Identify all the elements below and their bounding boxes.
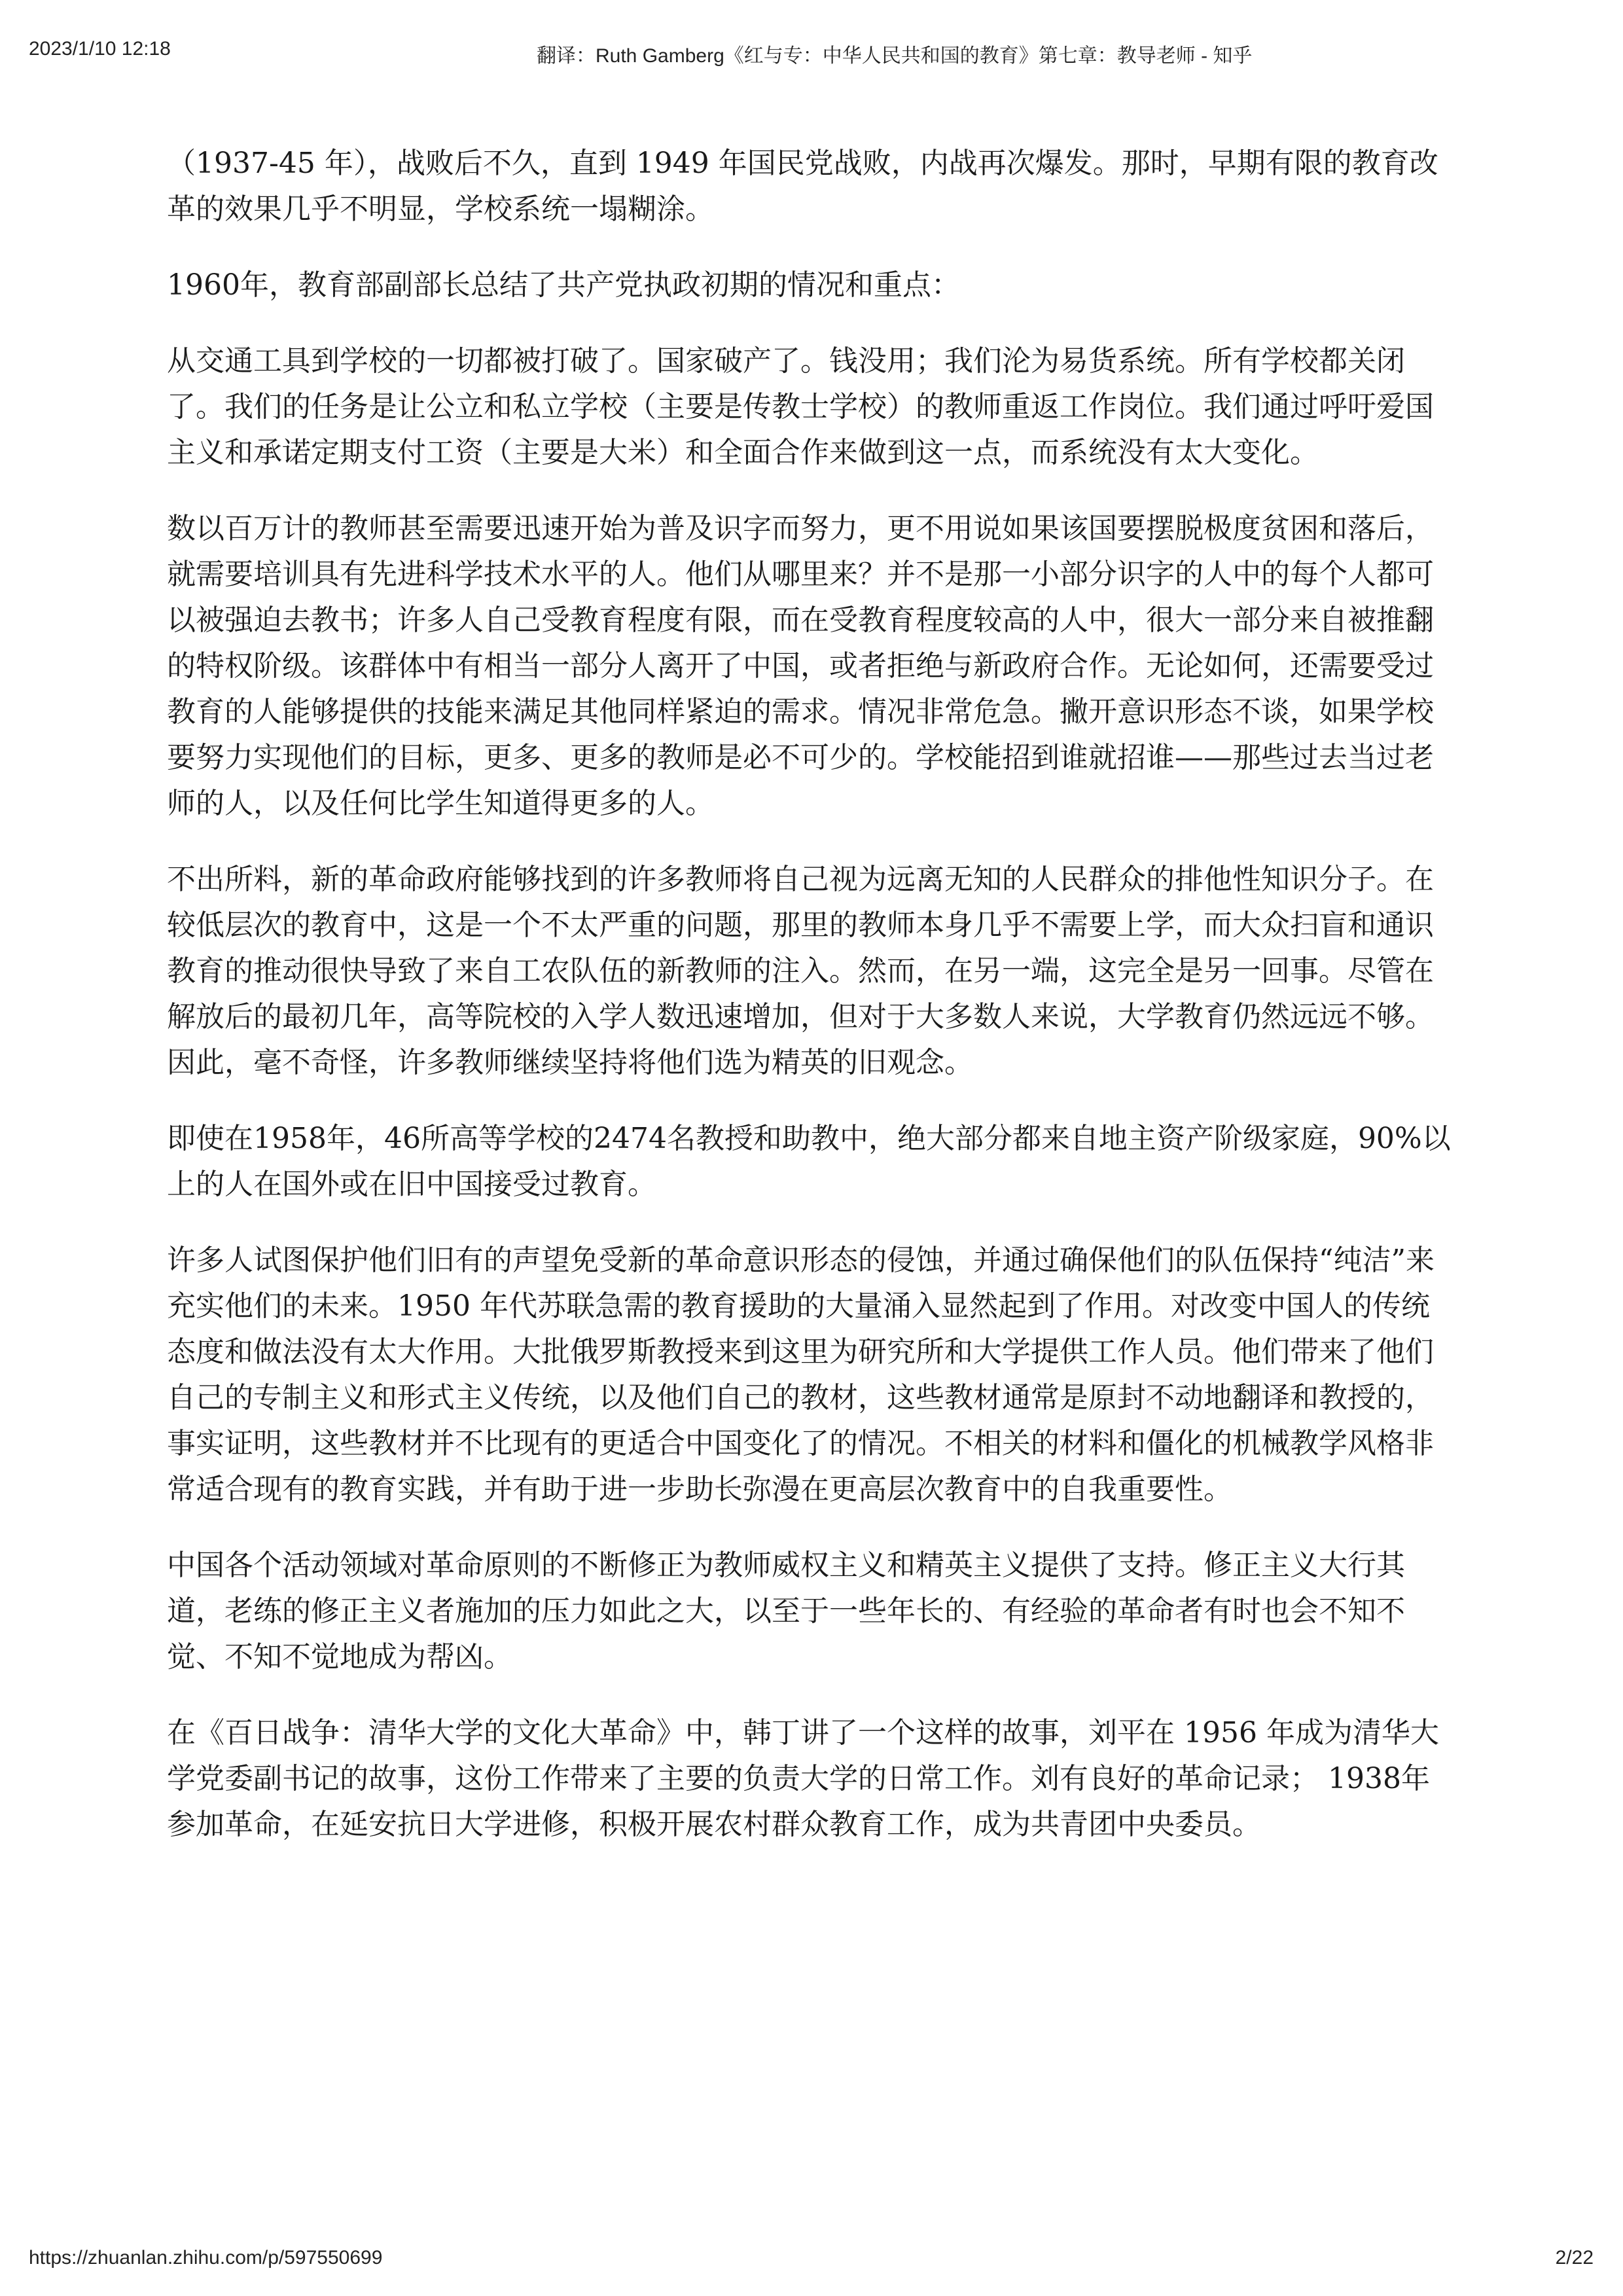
paragraph: 不出所料，新的革命政府能够找到的许多教师将自己视为远离无知的人民群众的排他性知识分子。在较低层次的教育中，这是一个不太严重的问题，那里的教师本身几乎不需要上学，而大众扫盲和通识教育的推动很快导致了来自工农队伍的新教师的注入。然而，在另一端，这完全是另一回事。尽管在解放后的最初几年，高等院校的入学人数迅速增加，但对于大多数人来说，大学教育仍然远远不够。因此，毫不奇怪，许多教师继续坚持将他们选为精英的旧观念。 <box>167 863 1434 1079</box>
paragraph: （1937-45 年），战败后不久，直到 1949 年国民党战败，内战再次爆发。那时，早期有限的教育改革的效果几乎不明显，学校系统一塌糊涂。 <box>167 147 1438 226</box>
article-body <box>167 141 1456 1878</box>
paragraph: 许多人试图保护他们旧有的声望免受新的革命意识形态的侵蚀，并通过确保他们的队伍保持“纯洁”来充实他们的未来。1950 年代苏联急需的教育援助的大量涌入显然起到了作用。对改变中国人的传统态度和做法没有太大作用。大批俄罗斯教授来到这里为研究所和大学提供工作人员。他们带来了他们自己的专制主义和形式主义传统，以及他们自己的教材，这些教材通常是原封不动地翻译和教授的，事实证明，这些教材并不比现有的更适合中国变化了的情况。不相关的材料和僵化的机械教学风格非常适合现有的教育实践，并有助于进一步助长弥漫在更高层次教育中的自我重要性。 <box>167 1244 1435 1506</box>
paragraph: 1960年，教育部副部长总结了共产党执政初期的情况和重点： <box>167 268 960 302</box>
print-header-title: 翻译：Ruth Gamberg《红与专：中华人民共和国的教育》第七章：教导老师 - 知乎 <box>537 45 1253 67</box>
print-footer-url[interactable]: https://zhuanlan.zhihu.com/p/597550699 <box>29 2247 383 2269</box>
print-footer-page-number: 2/22 <box>1555 2247 1594 2269</box>
paragraph: 数以百万计的教师甚至需要迅速开始为普及识字而努力，更不用说如果该国要摆脱极度贫困和落后，就需要培训具有先进科学技术水平的人。他们从哪里来？并不是那一小部分识字的人中的每个人都可以被强迫去教书；许多人自己受教育程度有限，而在受教育程度较高的人中，很大一部分来自被推翻的特权阶级。该群体中有相当一部分人离开了中国，或者拒绝与新政府合作。无论如何，还需要受过教育的人能够提供的技能来满足其他同样紧迫的需求。情况非常危急。撇开意识形态不谈，如果学校要努力实现他们的目标，更多、更多的教师是必不可少的。学校能招到谁就招谁——那些过去当过老师的人，以及任何比学生知道得更多的人。 <box>167 512 1434 820</box>
paragraph: 中国各个活动领域对革命原则的不断修正为教师威权主义和精英主义提供了支持。修正主义大行其道，老练的修正主义者施加的压力如此之大，以至于一些年长的、有经验的革命者有时也会不知不觉、不知不觉地成为帮凶。 <box>167 1549 1405 1674</box>
print-header-datetime: 2023/1/10 12:18 <box>29 38 171 60</box>
paragraph: 在《百日战争：清华大学的文化大革命》中，韩丁讲了一个这样的故事，刘平在 1956 年成为清华大学党委副书记的故事，这份工作带来了主要的负责大学的日常工作。刘有良好的革命记录； 1938年参加革命，在延安抗日大学进修，积极开展农村群众教育工作，成为共青团中央委员。 <box>167 1716 1439 1841</box>
paragraph: 从交通工具到学校的一切都被打破了。国家破产了。钱没用；我们沦为易货系统。所有学校都关闭了。我们的任务是让公立和私立学校（主要是传教士学校）的教师重返工作岗位。我们通过呼吁爱国主义和承诺定期支付工资（主要是大米）和全面合作来做到这一点，而系统没有太大变化。 <box>167 344 1434 469</box>
paragraph: 即使在1958年，46所高等学校的2474名教授和助教中，绝大部分都来自地主资产阶级家庭，90%以上的人在国外或在旧中国接受过教育。 <box>167 1122 1451 1201</box>
